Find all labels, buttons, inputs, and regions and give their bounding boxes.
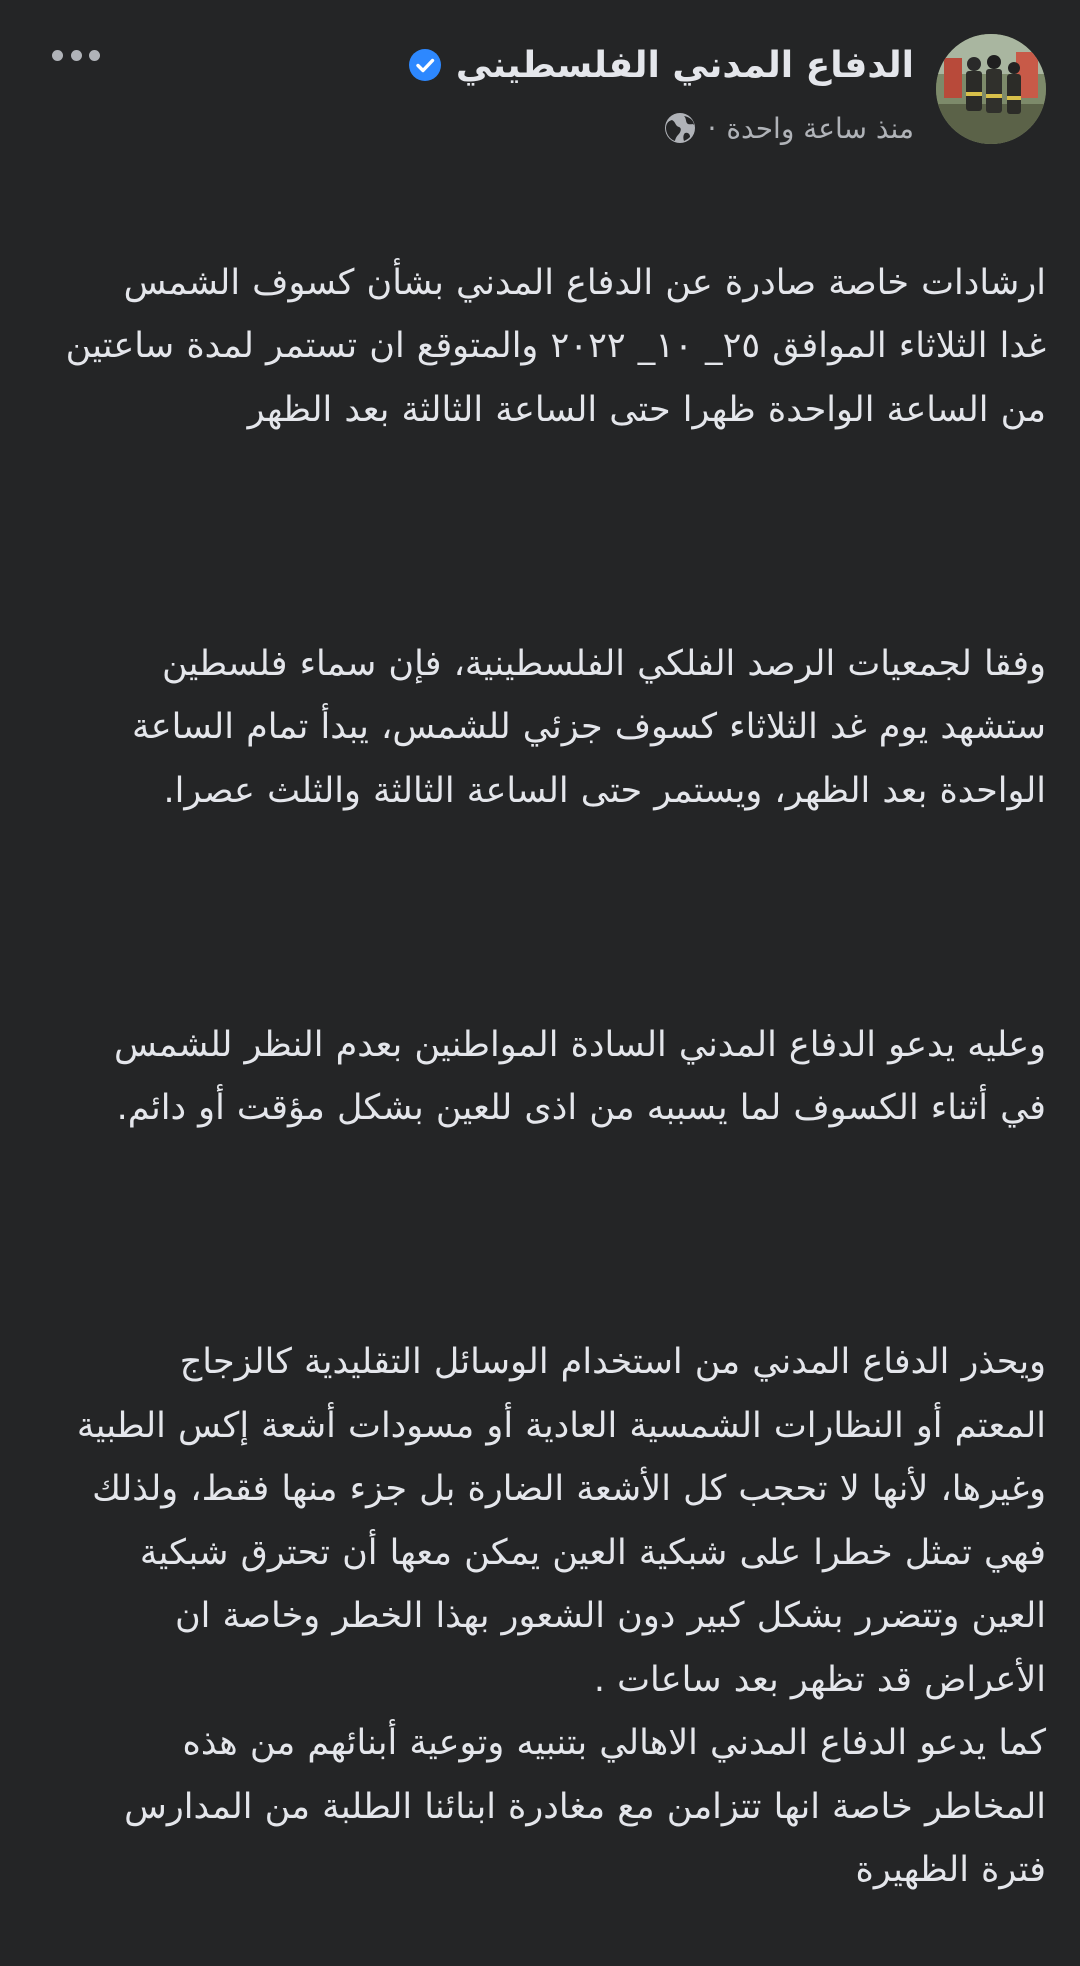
post-header [40,34,1046,146]
page-avatar[interactable] [936,34,1046,144]
more-dot [71,50,82,61]
post-paragraph: ارشادات خاصة صادرة عن الدفاع المدني بشأن كسوف الشمس غدا الثلاثاء الموافق ٢٥_ ١٠_ ٢٠٢٢ والمتوقع ان تستمر لمدة ساعتين من الساعة الواحدة ظهرا حتى الساعة الثالثة بعد الظهر [65,262,1046,430]
post-meta [663,108,914,148]
paragraph-gap [34,1204,1046,1268]
avatar-image [936,34,1046,144]
post-body [34,188,1046,1966]
meta-separator: · [707,111,717,145]
more-options-icon[interactable] [52,40,100,70]
post-paragraph: ويحذر الدفاع المدني من استخدام الوسائل التقليدية كالزجاج المعتم أو النظارات الشمسية العادية أو مسودات أشعة إكس الطبية وغيرها، لأنها لا تحجب كل الأشعة الضارة بل جزء منها فقط، ولذلك فهي تمثل خطرا على شبكية العين يمكن معها أن تحترق شبكية العين وتتضرر بشكل كبير دون الشعور بهذا الخطر وخاصة ان الأعراض قد تظهر بعد ساعات . كما يدعو الدفاع المدني الاهالي بتنبيه وتوعية أبنائهم من هذه المخاطر خاصة انها تتزامن مع مغادرة ابنائنا الطلبة من المدارس فترة الظهيرة [76,1342,1046,1890]
post-timestamp[interactable]: منذ ساعة واحدة [726,111,914,145]
page-name[interactable]: الدفاع المدني الفلسطيني [455,44,914,86]
more-dot [52,50,63,61]
post-paragraph: وعليه يدعو الدفاع المدني السادة المواطنين بعدم النظر للشمس في أثناء الكسوف لما يسببه من اذى للعين بشكل مؤقت أو دائم. [114,1024,1046,1128]
page-name-row [408,38,914,92]
globe-icon[interactable] [663,111,697,145]
verified-badge-icon [408,48,442,82]
more-dot [89,50,100,61]
post-paragraph: وفقا لجمعيات الرصد الفلكي الفلسطينية، فإن سماء فلسطين ستشهد يوم غد الثلاثاء كسوف جزئي للشمس، يبدأ تمام الساعة الواحدة بعد الظهر، ويستمر حتى الساعة الثالثة والثلث عصرا. [132,643,1046,811]
paragraph-gap [34,887,1046,951]
paragraph-gap [34,506,1046,570]
